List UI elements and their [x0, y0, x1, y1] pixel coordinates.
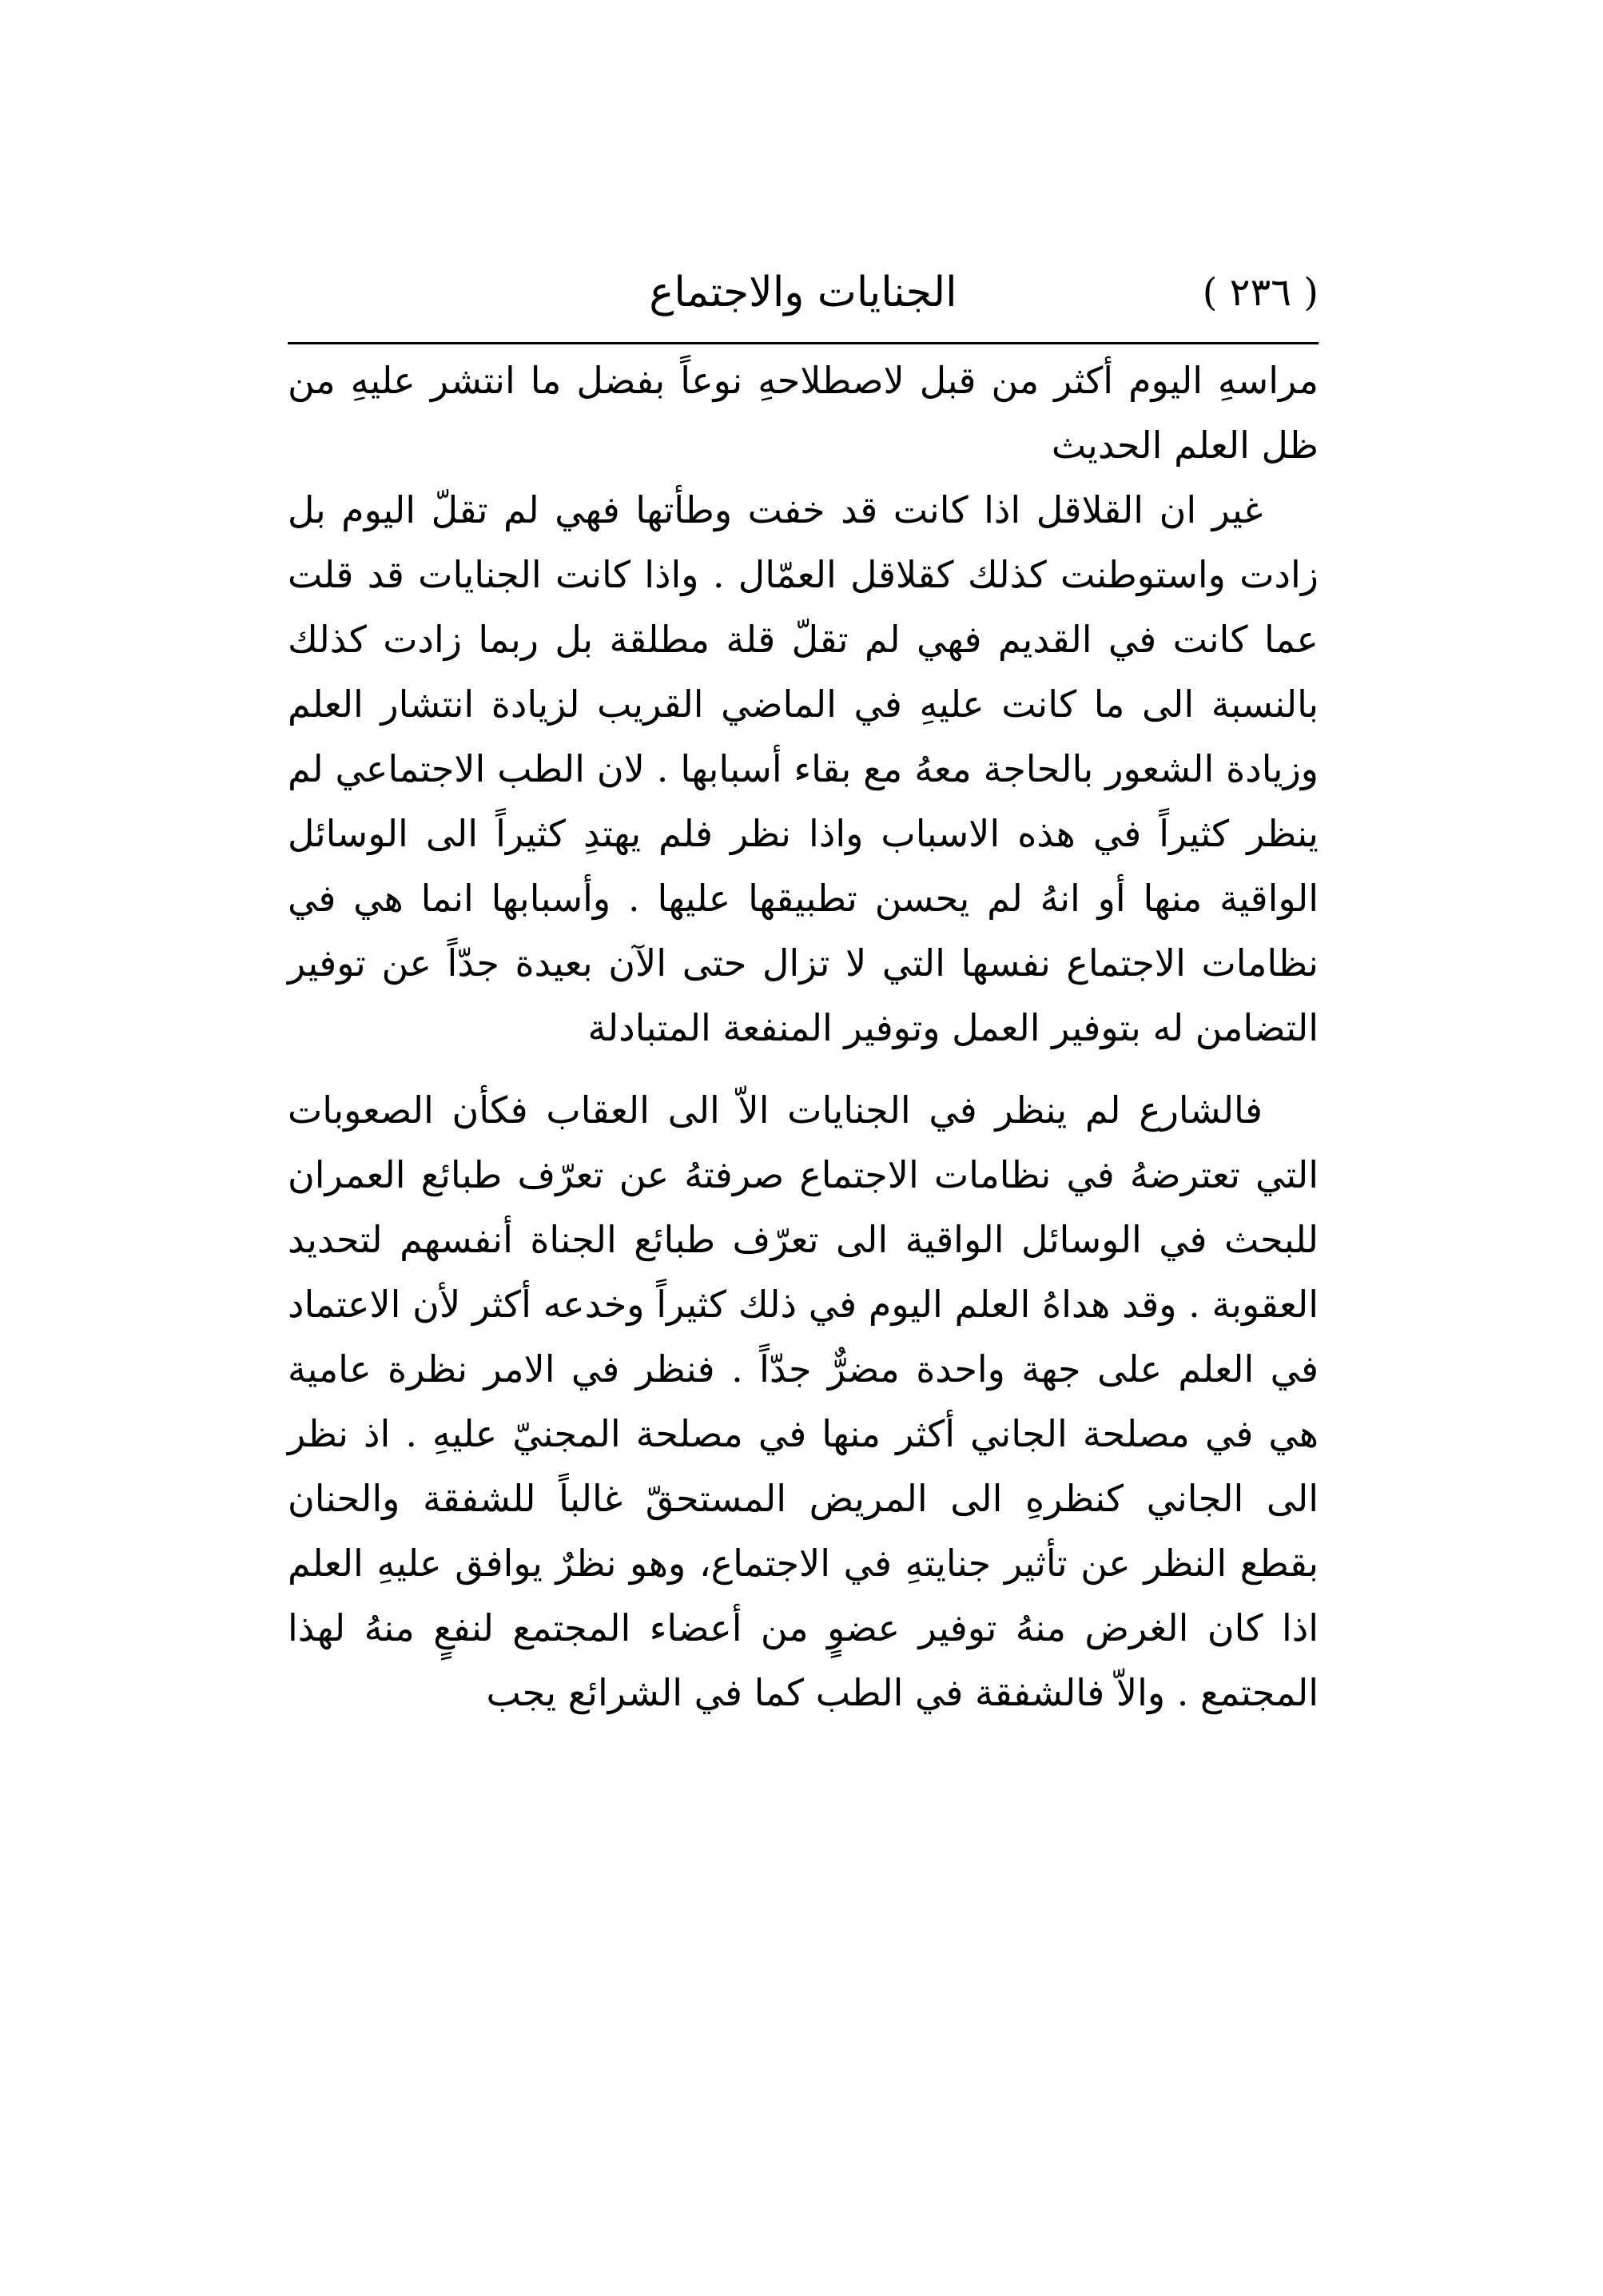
paragraph-continuation: مراسهِ اليوم أكثر من قبل لاصطلاحهِ نوعاً بفضل ما انتشر عليهِ من ظل العلم الحديث: [288, 359, 1319, 467]
running-title: الجنايات والاجتماع: [649, 269, 957, 316]
paragraph: فالشارع لم ينظر في الجنايات الاّ الى العقاب فكأن الصعوبات التي تعترضهُ في نظامات الاجتماع صرفتهُ عن تعرّف طبائع العمران للبحث في الوسائل الواقية الى تعرّف طبائع الجناة أنفسهم لتحديد العقوبة . وقد هداهُ العلم اليوم في ذلك كثيراً وخدعه أكثر لأن الاعتماد في العلم على جهة واحدة مضرٌّ جدّاً . فنظر في الامر نظرة عامية هي في مصلحة الجاني أكثر منها في مصلحة المجنيّ عليهِ . اذ نظر الى الجاني كنظرهِ الى المريض المستحقّ غالباً للشفقة والحنان بقطع النظر عن تأثير جنايتهِ في الاجتماع، وهو نظرٌ يوافق عليهِ العلم اذا كان الغرض منهُ توفير عضوٍ من أعضاء المجتمع لنفعٍ منهُ لهذا المجتمع . والاّ فالشفقة في الطب كما في الشرائع يجب: [288, 1088, 1319, 1714]
body-text: [288, 348, 1319, 1725]
paragraph: غير ان القلاقل اذا كانت قد خفت وطأتها فهي لم تقلّ اليوم بل زادت واستوطنت كذلك كقلاقل العمّال . واذا كانت الجنايات قد قلت عما كانت في القديم فهي لم تقلّ قلة مطلقة بل ربما زادت كذلك بالنسبة الى ما كانت عليهِ في الماضي القريب لزيادة انتشار العلم وزيادة الشعور بالحاجة معهُ مع بقاء أسبابها . لان الطب الاجتماعي لم ينظر كثيراً في هذه الاسباب واذا نظر فلم يهتدِ كثيراً الى الوسائل الواقية منها أو انهُ لم يحسن تطبيقها عليها . وأسبابها انما هي في نظامات الاجتماع نفسها التي لا تزال حتى الآن بعيدة جدّاً عن توفير التضامن له بتوفير العمل وتوفير المنفعة المتبادلة: [288, 488, 1319, 1049]
header-divider: [288, 342, 1319, 344]
page-header: [288, 254, 1319, 342]
page-number: ( ٢٣٦ ): [1202, 270, 1319, 315]
